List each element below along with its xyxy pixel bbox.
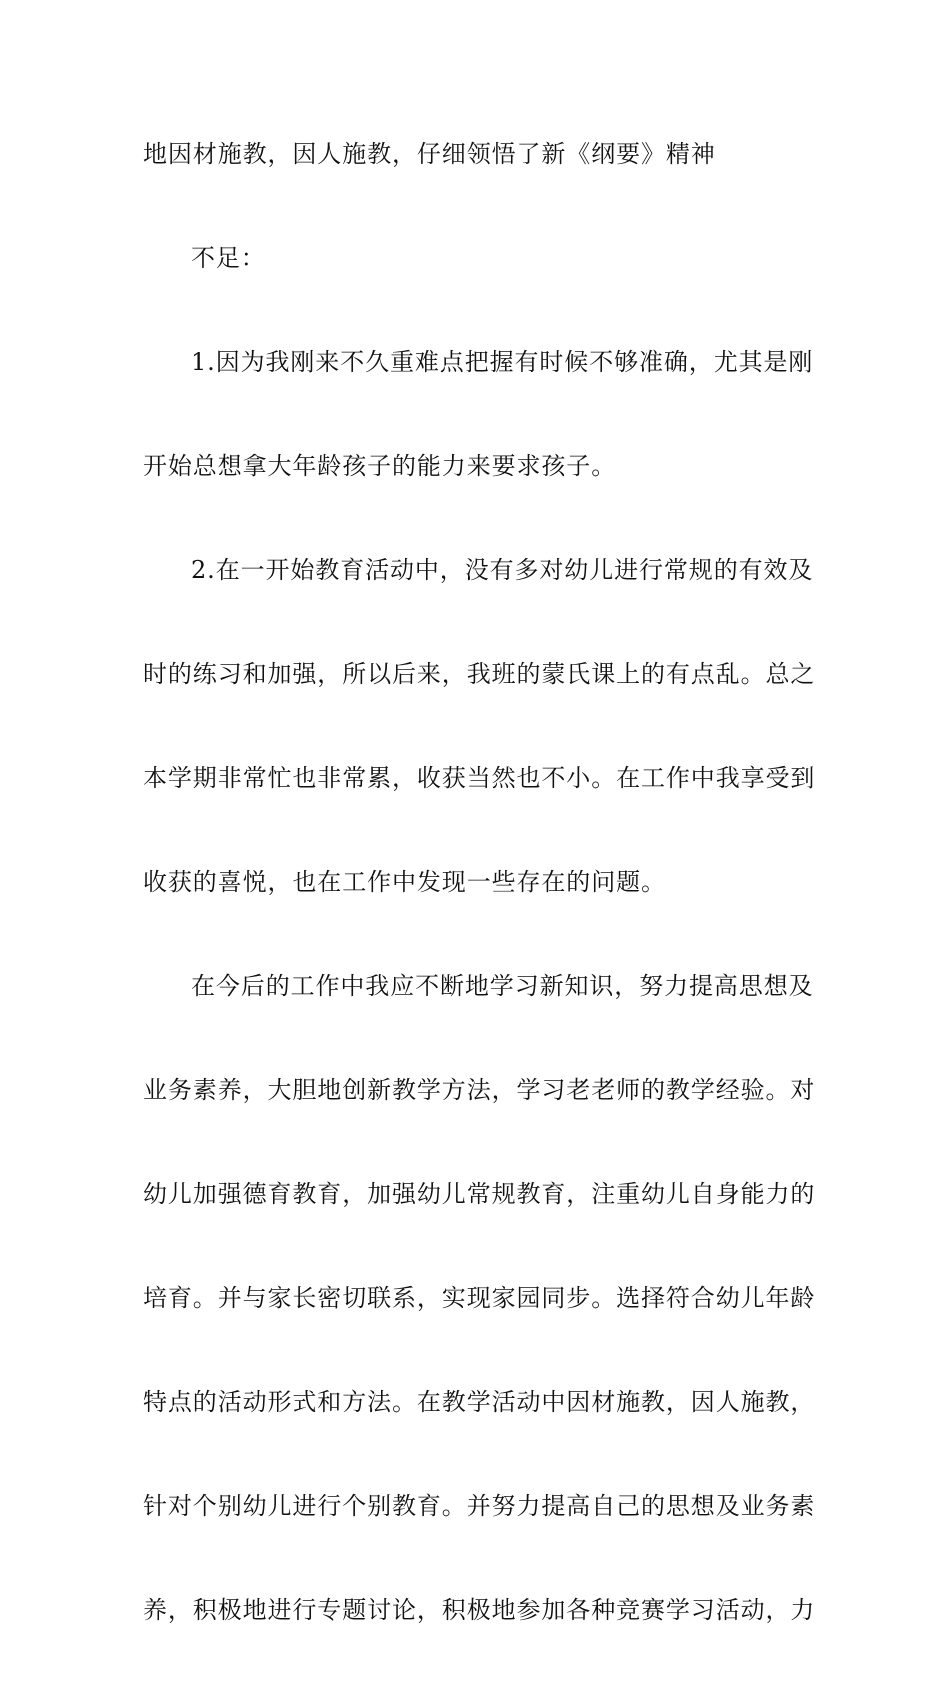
text-line: 幼儿加强德育教育，加强幼儿常规教育，注重幼儿自身能力的 [143, 1180, 816, 1208]
text-line: 收获的喜悦，也在工作中发现一些存在的问题。 [143, 868, 666, 896]
text-line: 本学期非常忙也非常累，收获当然也不小。在工作中我享受到 [143, 764, 816, 792]
text-line: 在今后的工作中我应不断地学习新知识，努力提高思想及 [191, 972, 814, 1000]
text-line: 2.在一开始教育活动中，没有多对幼儿进行常规的有效及 [191, 556, 814, 584]
text-line: 特点的活动形式和方法。在教学活动中因材施教，因人施教， [143, 1388, 816, 1416]
text-line: 培育。并与家长密切联系，实现家园同步。选择符合幼儿年龄 [143, 1284, 816, 1312]
text-line: 开始总想拿大年龄孩子的能力来要求孩子。 [143, 452, 617, 480]
paragraph-heading-shortcomings: 不足： [191, 244, 266, 272]
text-line: 地因材施教，因人施教，仔细领悟了新《纲要》精神 [143, 140, 716, 168]
document-body [143, 128, 816, 1688]
text-line: 养，积极地进行专题讨论，积极地参加各种竞赛学习活动，力 [143, 1596, 816, 1624]
text-line: 时的练习和加强，所以后来，我班的蒙氏课上的有点乱。总之 [143, 660, 816, 688]
text-line: 业务素养，大胆地创新教学方法，学习老老师的教学经验。对 [143, 1076, 816, 1104]
text-line: 1.因为我刚来不久重难点把握有时候不够准确，尤其是刚 [191, 348, 814, 376]
text-line: 针对个别幼儿进行个别教育。并努力提高自己的思想及业务素 [143, 1492, 816, 1520]
